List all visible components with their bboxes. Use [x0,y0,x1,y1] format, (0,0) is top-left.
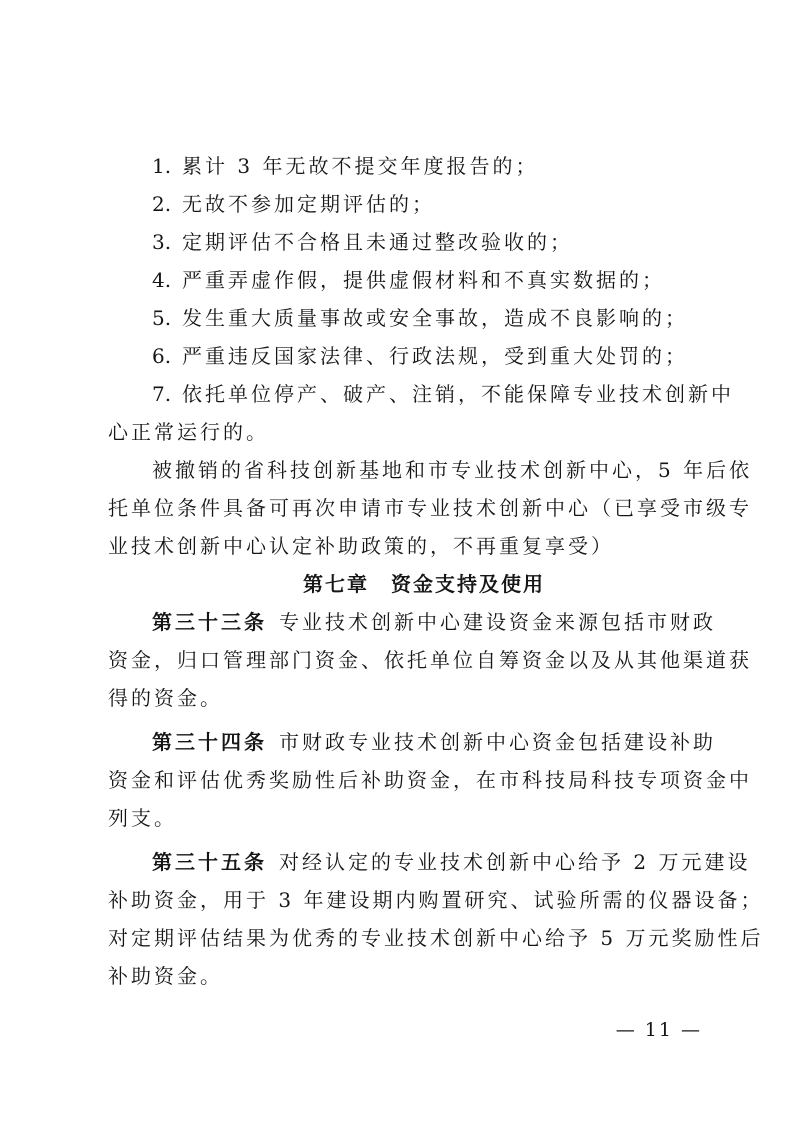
article-label: 第三十四条 [152,730,267,754]
chapter-number: 第七章 [303,572,369,596]
list-item-number: 7. [152,382,172,406]
list-item-number: 5. [152,306,172,330]
list-item-number: 6. [152,344,172,368]
revocation-paragraph-line: 托单位条件具备可再次申请市专业技术创新中心（已享受市级专 [108,496,752,520]
list-item [108,261,712,299]
list-item-text: 累计 3 年无故不提交年度报告的； [182,154,539,178]
article-text-line: 资金和评估优秀奖励性后补助资金，在市科技局科技专项资金中 [108,768,752,792]
list-item-number: 1. [152,154,172,178]
revocation-paragraph-line: 被撤销的省科技创新基地和市专业技术创新中心，5 年后依 [152,458,753,482]
list-item [108,147,712,185]
page-content [108,147,764,995]
chapter-heading [108,565,712,603]
article-33 [108,603,716,641]
list-item-text: 定期评估不合格且未通过整改验收的； [182,230,573,254]
article-34 [108,723,716,761]
list-item [108,337,712,375]
list-item [108,223,712,261]
revocation-paragraph-line: 业技术创新中心认定补助政策的，不再重复享受） [108,534,614,558]
article-text: 专业技术创新中心建设资金来源包括市财政 [279,610,716,634]
page-number: — 11 — [615,1019,702,1041]
list-item-number: 3. [152,230,172,254]
list-item-text: 依托单位停产、破产、注销，不能保障专业技术创新中 [182,382,734,406]
article-text-line: 补助资金。 [108,964,223,988]
list-item [108,375,734,413]
article-text-line: 对定期评估结果为优秀的专业技术创新中心给予 5 万元奖励性后 [108,926,764,950]
article-text-line: 得的资金。 [108,686,223,710]
list-item [108,299,712,337]
list-item-number: 2. [152,192,172,216]
list-item [108,185,712,223]
article-text-line: 补助资金，用于 3 年建设期内购置研究、试验所需的仪器设备； [108,888,764,912]
article-text-line: 资金，归口管理部门资金、依托单位自筹资金以及从其他渠道获 [108,648,752,672]
list-item-text: 严重违反国家法律、行政法规，受到重大处罚的； [182,344,688,368]
chapter-title: 资金支持及使用 [391,572,545,596]
article-text: 市财政专业技术创新中心资金包括建设补助 [279,730,716,754]
article-text-line: 列支。 [108,806,177,830]
article-text: 对经认定的专业技术创新中心给予 2 万元建设 [279,850,751,874]
list-item-continuation: 心正常运行的。 [108,420,269,444]
list-item-text: 发生重大质量事故或安全事故，造成不良影响的； [182,306,688,330]
article-35 [108,843,751,881]
list-item-text: 无故不参加定期评估的； [182,192,435,216]
list-item-text: 严重弄虚作假，提供虚假材料和不真实数据的； [182,268,665,292]
list-item-number: 4. [152,268,172,292]
article-label: 第三十五条 [152,850,267,874]
article-label: 第三十三条 [152,610,267,634]
